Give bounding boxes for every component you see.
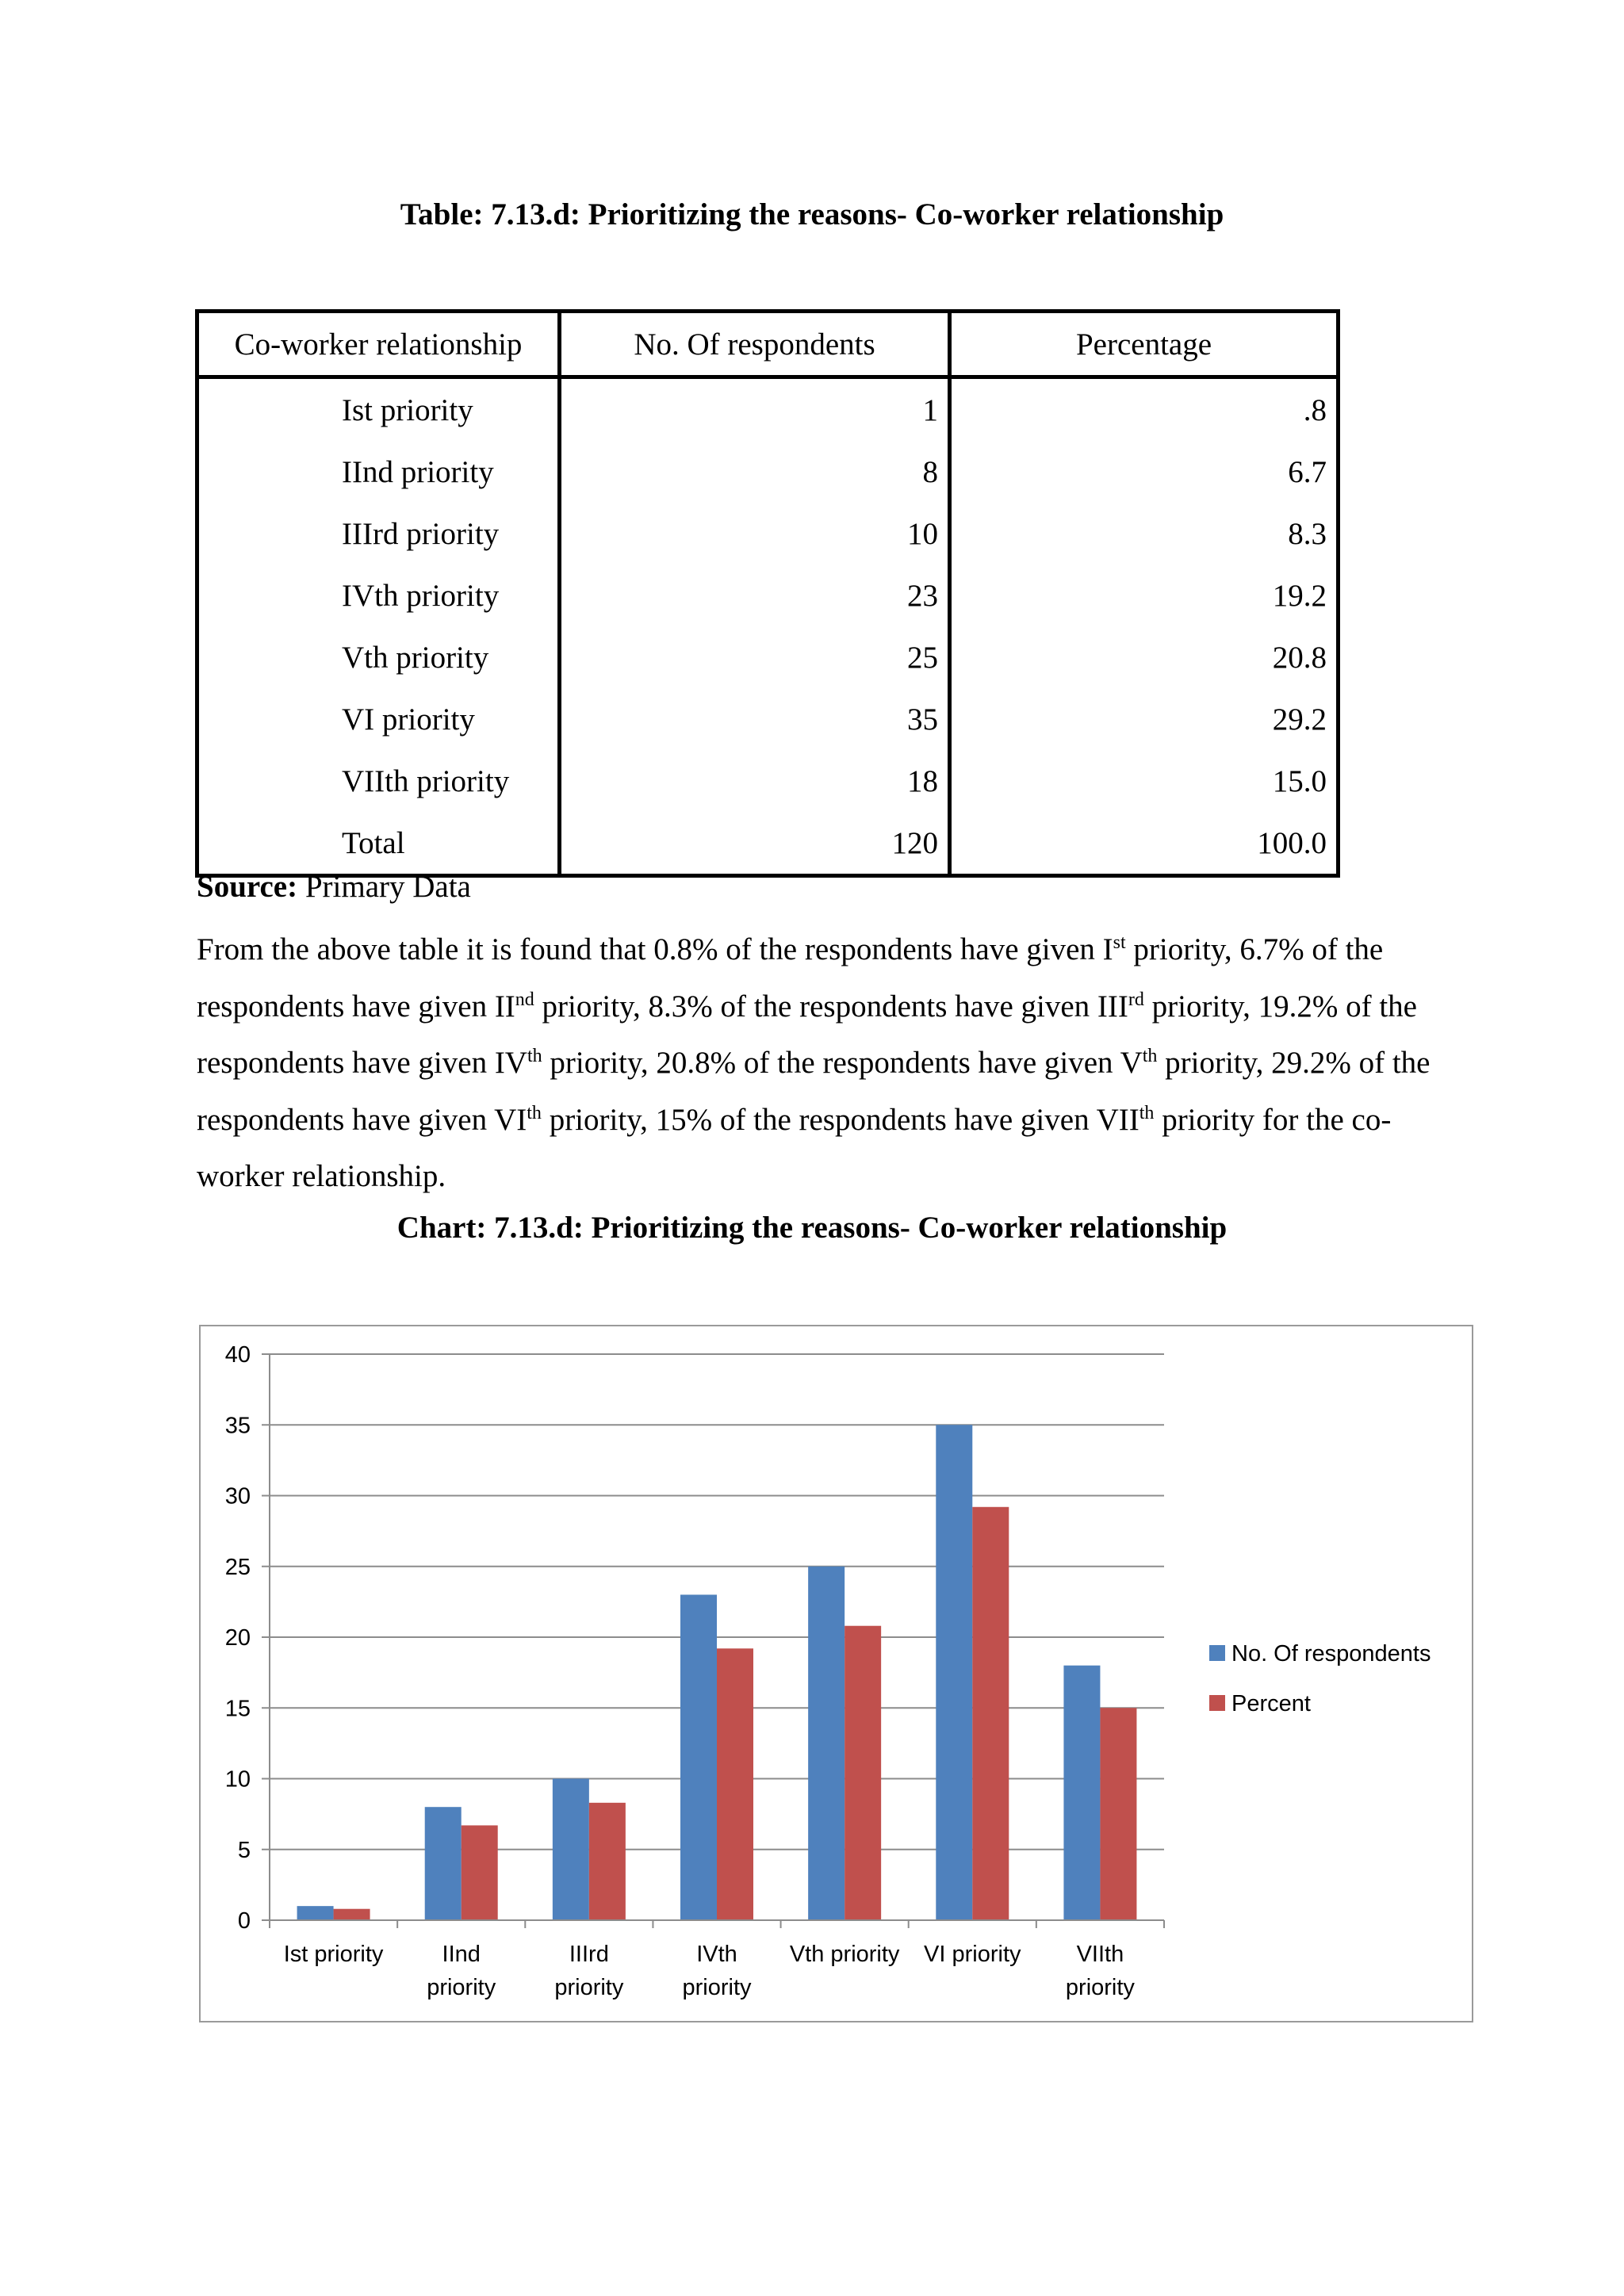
x-tick-label: priority <box>1065 1975 1135 2000</box>
paragraph-superscript: th <box>527 1102 542 1123</box>
legend-swatch <box>1209 1645 1225 1661</box>
paragraph-superscript: st <box>1113 932 1126 953</box>
bar-respondents <box>1063 1666 1100 1920</box>
x-tick-label: IVth <box>696 1942 737 1967</box>
row-label: Vth priority <box>197 626 560 688</box>
paragraph-text: priority, 6.7% of the respondents have given II <box>197 932 1384 1024</box>
row-label: IIIrd priority <box>197 503 560 564</box>
bar-percent <box>334 1909 370 1920</box>
y-tick-label: 30 <box>224 1483 251 1510</box>
bar-respondents <box>297 1906 334 1920</box>
row-percentage: 100.0 <box>950 812 1339 876</box>
paragraph-text: priority for the co-worker relationship. <box>197 1102 1392 1193</box>
row-respondents: 25 <box>559 626 949 688</box>
row-percentage: 8.3 <box>950 503 1339 564</box>
source-line <box>197 869 471 905</box>
row-percentage: .8 <box>950 377 1339 442</box>
row-respondents: 10 <box>559 503 949 564</box>
bar-percent <box>589 1803 626 1920</box>
table-title: Table: 7.13.d: Prioritizing the reasons- Co-worker relationship <box>400 197 1224 232</box>
row-respondents: 8 <box>559 441 949 503</box>
table-row <box>197 377 1339 442</box>
legend-label: Percent <box>1231 1691 1311 1716</box>
bar-chart <box>199 1325 1473 2022</box>
bar-percent <box>1100 1708 1136 1920</box>
table-header-row <box>197 312 1339 377</box>
row-label: IVth priority <box>197 564 560 626</box>
legend-label: No. Of respondents <box>1231 1641 1431 1667</box>
paragraph-superscript: th <box>1139 1102 1155 1123</box>
row-percentage: 20.8 <box>950 626 1339 688</box>
x-tick-label: IIIrd <box>569 1942 609 1967</box>
bar-respondents <box>425 1807 462 1920</box>
row-label: Ist priority <box>197 377 560 442</box>
y-tick-label: 20 <box>224 1625 251 1651</box>
source-text: Primary Data <box>297 870 471 904</box>
row-label: VIIth priority <box>197 750 560 812</box>
paragraph-superscript: rd <box>1128 989 1144 1010</box>
bar-respondents <box>680 1594 717 1920</box>
x-tick-label: priority <box>427 1975 496 2000</box>
y-tick-label: 35 <box>224 1413 251 1439</box>
table-row <box>197 688 1339 750</box>
header-co-worker-relationship: Co-worker relationship <box>197 312 560 377</box>
bar-percent <box>717 1648 753 1920</box>
paragraph-text: priority, 29.2% of the respondents have given VI <box>197 1046 1431 1137</box>
bar-percent <box>462 1825 498 1920</box>
x-tick-label: Ist priority <box>283 1942 384 1967</box>
paragraph-superscript: th <box>1142 1046 1158 1066</box>
paragraph-text: priority, 8.3% of the respondents have given III <box>534 989 1128 1024</box>
chart-title: Chart: 7.13.d: Prioritizing the reasons- Co-worker relationship <box>396 1211 1228 1245</box>
row-respondents: 18 <box>559 750 949 812</box>
paragraph-superscript: nd <box>515 989 534 1010</box>
y-tick-label: 40 <box>224 1342 251 1368</box>
paragraph-text: priority, 15% of the respondents have given VII <box>541 1102 1139 1137</box>
row-respondents: 120 <box>559 812 949 876</box>
x-tick-label: priority <box>554 1975 624 2000</box>
bar-percent <box>972 1507 1009 1920</box>
y-tick-label: 5 <box>237 1837 251 1863</box>
table-row <box>197 750 1339 812</box>
row-label: Total <box>197 812 560 876</box>
paragraph-text: From the above table it is found that 0.8% of the respondents have given I <box>197 932 1113 966</box>
row-label: VI priority <box>197 688 560 750</box>
row-respondents: 35 <box>559 688 949 750</box>
y-tick-label: 15 <box>224 1696 251 1722</box>
bar-respondents <box>808 1567 845 1920</box>
bar-percent <box>845 1626 881 1920</box>
paragraph-text: priority, 19.2% of the respondents have given IV <box>197 989 1417 1080</box>
y-tick-label: 10 <box>224 1766 251 1793</box>
x-tick-label: VI priority <box>924 1942 1021 1967</box>
source-label: Source: <box>197 870 298 904</box>
row-respondents: 1 <box>559 377 949 442</box>
header-no-of-respondents: No. Of respondents <box>559 312 949 377</box>
row-percentage: 6.7 <box>950 441 1339 503</box>
y-tick-label: 0 <box>237 1908 251 1934</box>
table-row <box>197 441 1339 503</box>
bar-respondents <box>553 1779 589 1921</box>
table-row <box>197 503 1339 564</box>
row-percentage: 15.0 <box>950 750 1339 812</box>
paragraph-superscript: th <box>527 1046 542 1066</box>
table-row-total <box>197 812 1339 876</box>
row-percentage: 29.2 <box>950 688 1339 750</box>
x-tick-label: priority <box>682 1975 752 2000</box>
bar-respondents <box>936 1425 972 1920</box>
paragraph-text: priority, 20.8% of the respondents have given V <box>542 1046 1143 1080</box>
header-percentage: Percentage <box>950 312 1339 377</box>
x-tick-label: IInd <box>442 1942 481 1967</box>
table-row <box>197 564 1339 626</box>
row-percentage: 19.2 <box>950 564 1339 626</box>
x-tick-label: Vth priority <box>789 1942 900 1967</box>
y-tick-label: 25 <box>224 1554 251 1580</box>
description-paragraph <box>197 921 1434 1205</box>
x-tick-label: VIIth <box>1076 1942 1124 1967</box>
row-label: IInd priority <box>197 441 560 503</box>
row-respondents: 23 <box>559 564 949 626</box>
table-row <box>197 626 1339 688</box>
legend-swatch <box>1209 1695 1225 1711</box>
priority-table <box>195 309 1340 878</box>
chart-svg <box>201 1326 1472 2021</box>
